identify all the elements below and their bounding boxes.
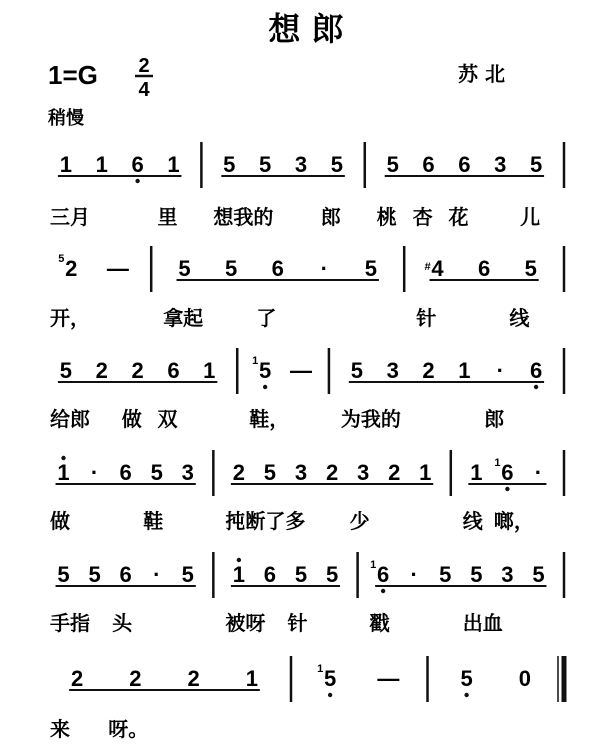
note: 1	[203, 358, 216, 383]
note: 3	[181, 460, 194, 485]
grace-note: 1	[317, 663, 324, 675]
octave-dot-low	[534, 385, 538, 389]
note: 1	[57, 460, 70, 485]
key-signature: 1=G	[48, 60, 98, 90]
octave-dot-high	[61, 456, 65, 460]
note: 5	[364, 256, 378, 281]
note: 3	[386, 358, 399, 383]
lyric-text: 拿起	[163, 306, 204, 330]
lyric-text: 头	[112, 611, 133, 635]
lyric-text: 出血	[462, 611, 503, 635]
lyric-text: 郎	[320, 205, 341, 229]
lyric-text: 里	[157, 205, 178, 229]
lyric-text: 想我的	[213, 205, 274, 229]
tempo-marking: 稍慢	[48, 108, 84, 129]
accidental-sharp: #	[424, 261, 431, 273]
lyric-text: 花	[448, 205, 469, 229]
lyric-text: 杏	[412, 205, 433, 229]
note: 5	[224, 256, 238, 281]
note: 6	[119, 460, 132, 485]
note: 5	[529, 152, 543, 177]
lyric-text: 为我的	[340, 407, 401, 431]
octave-dot-low	[381, 589, 385, 593]
note: 2	[187, 666, 200, 691]
note: 2	[71, 666, 84, 691]
grace-note: 1	[494, 457, 501, 469]
note: 6	[263, 562, 277, 587]
octave-dot-low	[135, 179, 139, 183]
grace-note: 5	[58, 253, 65, 265]
note: 5	[259, 152, 272, 177]
note: 6	[377, 562, 390, 587]
note: 5	[294, 562, 308, 587]
lyric-text: 开，	[50, 306, 90, 330]
lyric-text: 呀。	[108, 717, 149, 741]
note: 5	[259, 358, 272, 383]
note: 2	[325, 460, 339, 485]
note: 3	[294, 152, 308, 177]
note: 6	[529, 358, 543, 383]
lyric-text: 来	[50, 717, 70, 741]
hold-dash: —	[290, 358, 312, 383]
note: 6	[477, 256, 491, 281]
note: 6	[167, 358, 180, 383]
lyric-text: 郎	[484, 407, 505, 431]
lyric-text: 针	[416, 306, 437, 330]
system-2	[50, 246, 564, 330]
note: 2	[95, 358, 108, 383]
note: 1	[458, 358, 471, 383]
music-systems	[50, 142, 564, 741]
note: 3	[501, 562, 514, 587]
augmentation-dot: ·	[90, 460, 99, 485]
note: 5	[350, 358, 363, 383]
note: 0	[518, 666, 531, 691]
system-1	[50, 142, 564, 229]
lyric-text: 少	[349, 509, 370, 533]
note: 2	[65, 256, 78, 281]
time-signature-bottom: 4	[138, 79, 150, 101]
note: 6	[501, 460, 514, 485]
system-6	[50, 656, 564, 741]
augmentation-dot: ·	[320, 256, 328, 281]
lyric-text: 三月	[50, 205, 90, 229]
lyric-text: 了	[256, 306, 277, 330]
note: 5	[439, 562, 452, 587]
octave-dot-low	[328, 693, 332, 697]
lyric-text: 手指	[50, 611, 90, 635]
note: 2	[388, 460, 401, 485]
note: 2	[422, 358, 435, 383]
note: 5	[330, 152, 343, 177]
note: 5	[325, 562, 339, 587]
note: 5	[59, 358, 73, 383]
augmentation-dot: ·	[410, 562, 418, 587]
lyric-text: 戳	[369, 611, 390, 635]
note: 5	[460, 666, 473, 691]
note: 1	[232, 562, 245, 587]
note: 5	[88, 562, 101, 587]
lyric-text: 线	[462, 509, 483, 533]
note: 1	[95, 152, 108, 177]
augmentation-dot: ·	[496, 358, 504, 383]
note: 5	[532, 562, 545, 587]
lyric-text: 扽断了多	[225, 509, 306, 533]
grace-note: 1	[252, 355, 259, 367]
lyric-text: 儿	[520, 205, 541, 229]
note: 2	[232, 460, 245, 485]
hold-dash: —	[106, 256, 129, 281]
lyric-text: 给郎	[50, 407, 90, 431]
lyric-text: 做	[121, 407, 142, 431]
octave-dot-low	[464, 693, 468, 697]
note: 6	[131, 152, 144, 177]
note: 5	[386, 152, 399, 177]
note: 5	[57, 562, 70, 587]
note: 5	[263, 460, 277, 485]
lyric-text: 线	[509, 306, 530, 330]
note: 6	[422, 152, 435, 177]
note: 5	[223, 152, 236, 177]
lyric-text: 针	[287, 611, 308, 635]
note: 5	[324, 666, 337, 691]
song-title: 想 郎	[268, 10, 344, 48]
octave-dot-high	[237, 558, 241, 562]
augmentation-dot: ·	[153, 562, 161, 587]
region-label: 苏 北	[458, 62, 505, 86]
note: 3	[494, 152, 507, 177]
note: 5	[150, 460, 163, 485]
hold-dash: —	[377, 666, 400, 691]
note: 5	[470, 562, 483, 587]
note: 1	[470, 460, 483, 485]
note: 6	[119, 562, 132, 587]
system-4	[50, 450, 564, 533]
note: 1	[167, 152, 180, 177]
note: 5	[178, 256, 191, 281]
note: 6	[458, 152, 471, 177]
lyric-text: 桃	[376, 205, 397, 229]
lyric-text: 做	[50, 509, 70, 533]
note: 3	[357, 460, 370, 485]
note: 2	[131, 358, 144, 383]
note: 3	[294, 460, 308, 485]
note: 2	[129, 666, 142, 691]
grace-note: 1	[370, 559, 377, 571]
octave-dot-low	[263, 385, 267, 389]
lyric-text: 鞋，	[249, 407, 290, 431]
lyric-text: 鞋	[143, 509, 164, 533]
note: 5	[181, 562, 194, 587]
augmentation-dot: ·	[534, 460, 543, 485]
lyric-text: 被呀	[225, 611, 266, 635]
time-signature-top: 2	[138, 55, 150, 77]
system-5	[50, 552, 564, 635]
note: 1	[419, 460, 432, 485]
lyric-text: 双	[157, 407, 178, 431]
system-3	[50, 348, 564, 431]
octave-dot-low	[505, 487, 509, 491]
lyric-text: 啷，	[493, 509, 534, 533]
note: 4	[431, 256, 444, 281]
note: 5	[524, 256, 537, 281]
note: 6	[271, 256, 284, 281]
note: 1	[59, 152, 73, 177]
note: 1	[245, 666, 258, 691]
